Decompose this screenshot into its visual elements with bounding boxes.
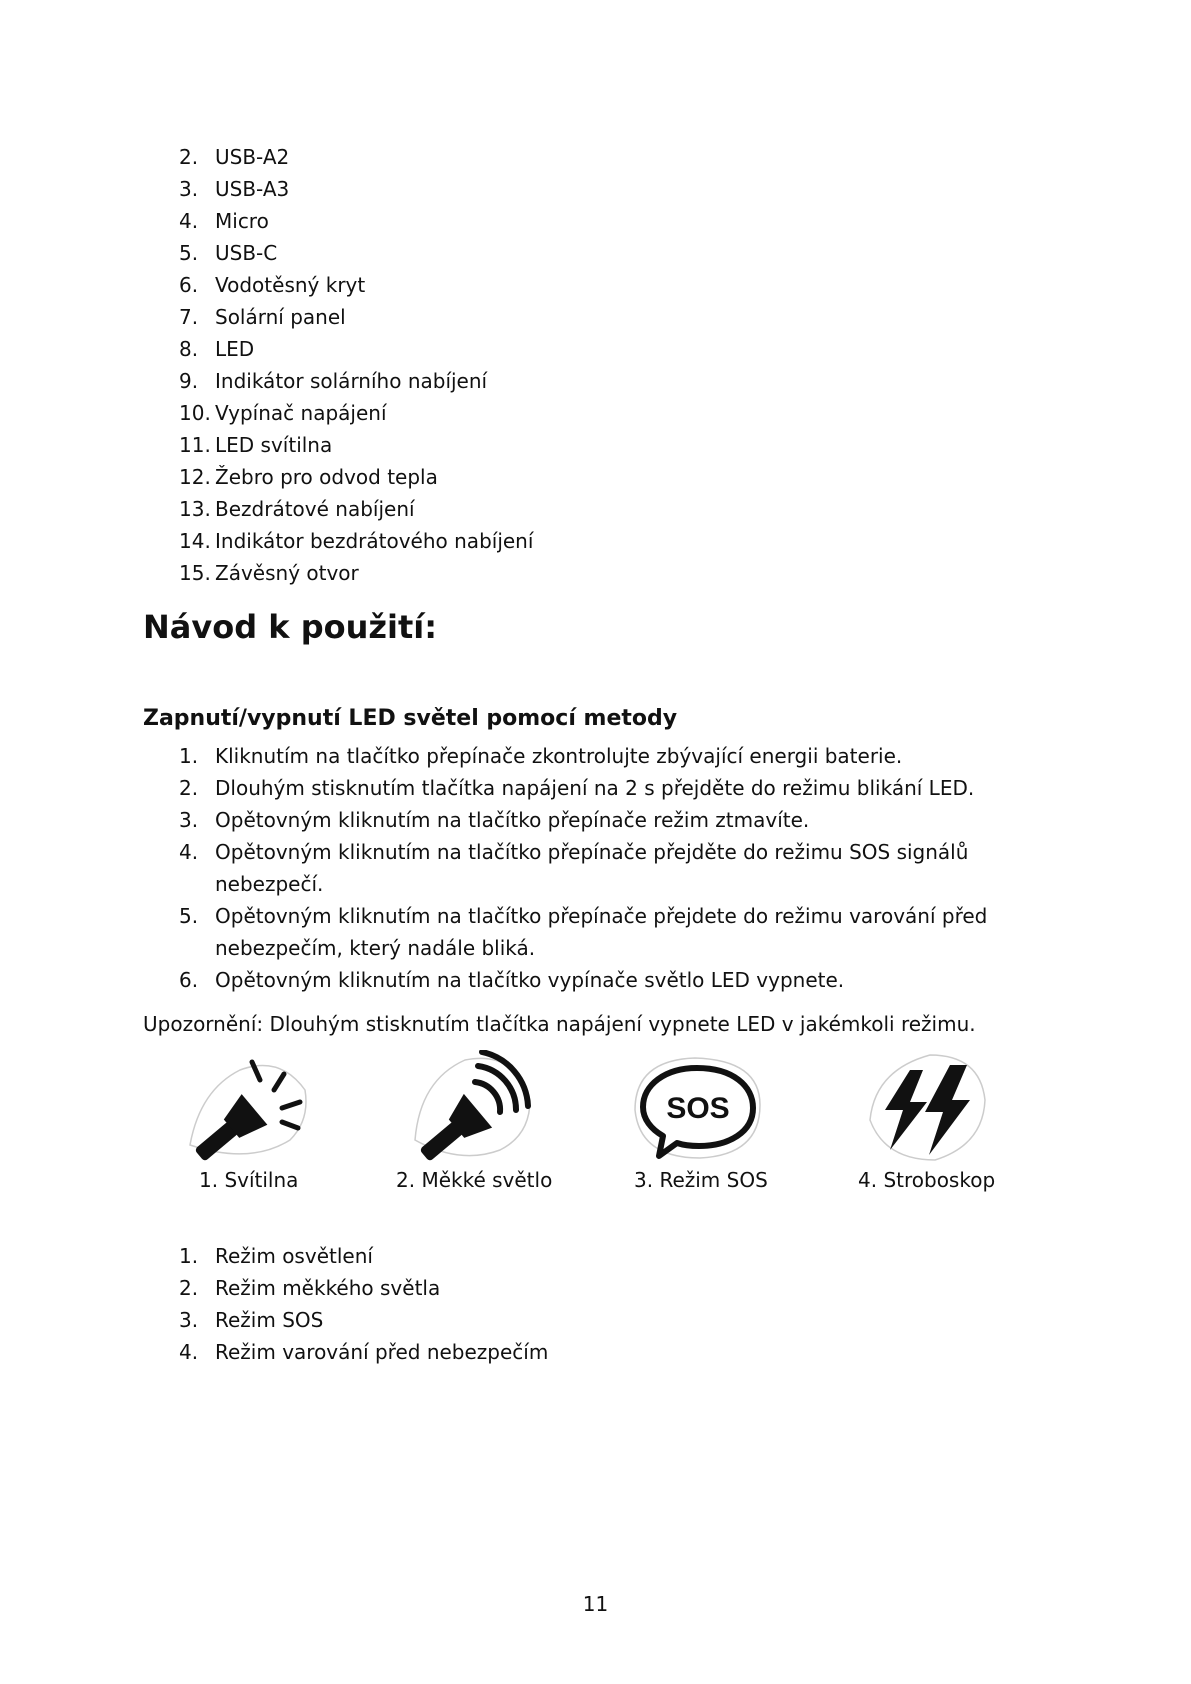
list-item: 4. Opětovným kliknutím na tlačítko přepínače přejděte do režimu SOS signálů nebezpečí. — [179, 840, 969, 896]
icon-caption: 1. Svítilna — [199, 1168, 299, 1192]
list-item: 15. Závěsný otvor — [179, 561, 359, 585]
sos-label: SOS — [666, 1092, 730, 1125]
list-item: 3. Opětovným kliknutím na tlačítko přepínače režim ztmavíte. — [179, 808, 810, 832]
page-number: 11 — [582, 1592, 609, 1616]
list-item: 3. Režim SOS — [179, 1308, 324, 1332]
list-item: 6. Vodotěsný kryt — [179, 273, 366, 297]
sos-bubble-icon — [625, 1050, 775, 1165]
lightning-icon — [855, 1050, 1005, 1165]
list-item: 4. Režim varování před nebezpečím — [179, 1340, 549, 1364]
list-item: 12. Žebro pro odvod tepla — [179, 465, 438, 489]
list-item: 4. Micro — [179, 209, 269, 233]
section-heading: Zapnutí/vypnutí LED světel pomocí metody — [143, 706, 678, 731]
list-item: 9. Indikátor solárního nabíjení — [179, 369, 488, 393]
icon-caption: 2. Měkké světlo — [396, 1168, 553, 1192]
soft-light-icon — [400, 1050, 550, 1165]
list-item: 8. LED — [179, 337, 255, 361]
list-item: 14. Indikátor bezdrátového nabíjení — [179, 529, 534, 553]
flashlight-icon — [170, 1050, 320, 1165]
steps-list — [143, 740, 995, 996]
list-item: 2. Dlouhým stisknutím tlačítka napájení na 2 s přejděte do režimu blikání LED. — [179, 776, 975, 800]
list-item: 13. Bezdrátové nabíjení — [179, 497, 415, 521]
list-item: 1. Režim osvětlení — [179, 1244, 373, 1268]
page-heading: Návod k použití: — [143, 608, 438, 646]
warning-note: Upozornění: Dlouhým stisknutím tlačítka napájení vypnete LED v jakémkoli režimu. — [143, 1012, 976, 1036]
list-item: 7. Solární panel — [179, 305, 346, 329]
list-item: 2. USB-A2 — [179, 145, 290, 169]
list-item: 10. Vypínač napájení — [179, 401, 387, 425]
icon-caption: 3. Režim SOS — [634, 1168, 768, 1192]
parts-list — [143, 141, 995, 589]
list-item: 6. Opětovným kliknutím na tlačítko vypínače světlo LED vypnete. — [179, 968, 845, 992]
modes-list — [143, 1240, 995, 1368]
list-item: 5. USB-C — [179, 241, 278, 265]
list-item: 2. Režim měkkého světla — [179, 1276, 441, 1300]
list-item: 5. Opětovným kliknutím na tlačítko přepínače přejdete do režimu varování před nebezpečím, který nadále bliká. — [179, 904, 988, 960]
icon-caption: 4. Stroboskop — [858, 1168, 996, 1192]
list-item: 11. LED svítilna — [179, 433, 333, 457]
list-item: 3. USB-A3 — [179, 177, 290, 201]
list-item: 1. Kliknutím na tlačítko přepínače zkontrolujte zbývající energii baterie. — [179, 744, 903, 768]
